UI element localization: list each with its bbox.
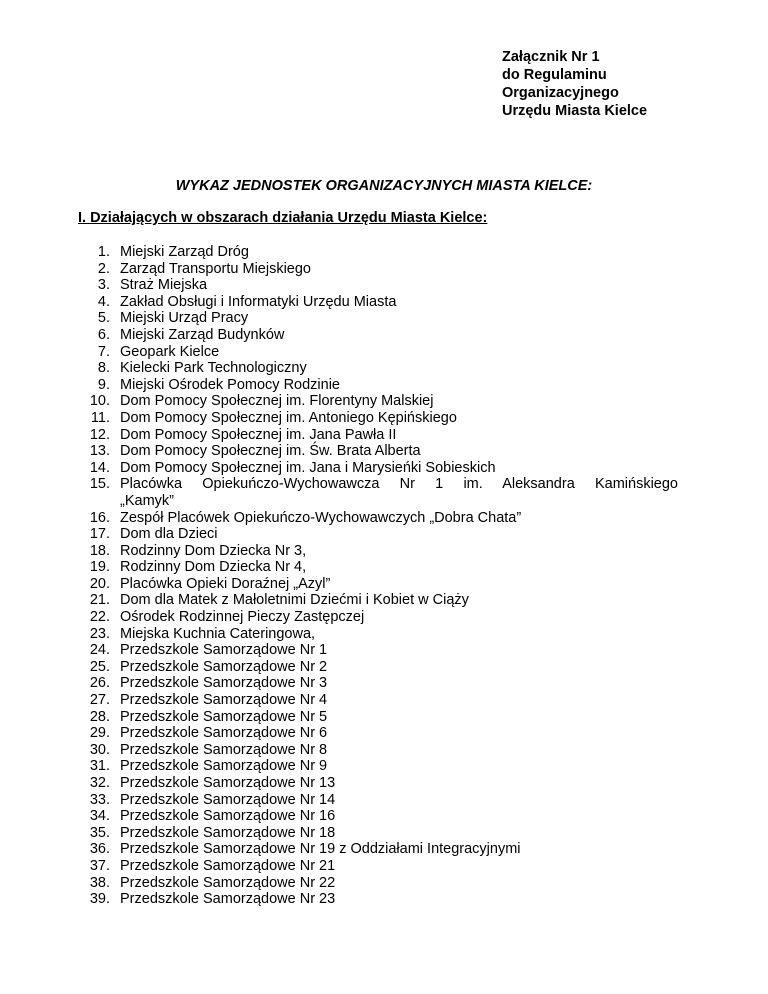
list-item-number: 27. bbox=[89, 692, 110, 709]
list-item bbox=[78, 377, 678, 394]
list-item-number: 18. bbox=[89, 542, 110, 559]
list-item-number: 33. bbox=[89, 791, 110, 808]
annex-header bbox=[502, 48, 647, 120]
list-item-text: Rodzinny Dom Dziecka Nr 3, bbox=[120, 542, 307, 559]
list-item-text: Przedszkole Samorządowe Nr 21 bbox=[120, 857, 336, 874]
list-item-number: 7. bbox=[97, 343, 110, 360]
list-item-text: Przedszkole Samorządowe Nr 3 bbox=[120, 675, 328, 692]
list-item bbox=[78, 758, 678, 775]
list-item-number: 14. bbox=[89, 459, 110, 476]
list-item-text: Miejski Ośrodek Pomocy Rodzinie bbox=[120, 376, 340, 393]
list-item-number: 16. bbox=[89, 509, 110, 526]
list-item-text: Przedszkole Samorządowe Nr 18 bbox=[120, 824, 336, 841]
list-item-continuation: „Kamyk” bbox=[120, 492, 174, 509]
list-item-text: Dom Pomocy Społecznej im. Jana i Marysieńki Sobieskich bbox=[120, 459, 496, 476]
list-item-text: Miejski Zarząd Budynków bbox=[120, 326, 285, 343]
list-item-text: Dom Pomocy Społecznej im. Św. Brata Alberta bbox=[120, 443, 421, 460]
list-item-number: 38. bbox=[89, 874, 110, 891]
list-item-text: Przedszkole Samorządowe Nr 13 bbox=[120, 775, 336, 791]
list-item-text: Miejski Urząd Pracy bbox=[120, 310, 249, 327]
list-item-number: 1. bbox=[97, 244, 110, 260]
list-item-text: Przedszkole Samorządowe Nr 19 z Oddziałami Integracyjnymi bbox=[120, 841, 521, 858]
annex-line-2: do Regulaminu bbox=[502, 67, 607, 83]
list-item bbox=[78, 709, 678, 726]
list-item-text: Miejska Kuchnia Cateringowa, bbox=[120, 625, 316, 642]
list-item-text: Dom Pomocy Społecznej im. Jana Pawła II bbox=[120, 426, 397, 443]
list-item-number: 32. bbox=[89, 775, 110, 791]
list-item-text: Przedszkole Samorządowe Nr 8 bbox=[120, 741, 328, 758]
list-item bbox=[78, 244, 678, 261]
list-item-number: 36. bbox=[89, 841, 110, 858]
list-item bbox=[78, 261, 678, 278]
list-item-number: 17. bbox=[89, 526, 110, 543]
list-item bbox=[78, 294, 678, 311]
list-item bbox=[78, 825, 678, 842]
list-item-text: Przedszkole Samorządowe Nr 2 bbox=[120, 658, 328, 675]
list-item bbox=[78, 360, 678, 377]
list-item bbox=[78, 277, 678, 294]
list-item bbox=[78, 592, 678, 609]
section-heading: I. Działających w obszarach działania Urzędu Miasta Kielce: bbox=[78, 210, 488, 226]
list-item-text: Ośrodek Rodzinnej Pieczy Zastępczej bbox=[120, 609, 365, 626]
list-item bbox=[78, 775, 678, 792]
list-item-text: Rodzinny Dom Dziecka Nr 4, bbox=[120, 559, 307, 576]
list-item-number: 25. bbox=[89, 658, 110, 675]
list-item-text: Placówka Opiekuńczo-Wychowawcza Nr 1 im. Aleksandra Kamińskiego bbox=[120, 476, 678, 493]
list-item-number: 35. bbox=[89, 824, 110, 841]
list-item-number: 31. bbox=[89, 758, 110, 775]
list-item bbox=[78, 642, 678, 659]
list-item-text: Przedszkole Samorządowe Nr 6 bbox=[120, 725, 328, 742]
list-item bbox=[78, 427, 678, 444]
list-item-text: Przedszkole Samorządowe Nr 23 bbox=[120, 891, 336, 908]
list-item-number: 20. bbox=[89, 575, 110, 592]
list-item bbox=[78, 659, 678, 676]
list-item-text: Zespół Placówek Opiekuńczo-Wychowawczych „Dobra Chata” bbox=[120, 509, 522, 526]
list-item-number: 30. bbox=[89, 741, 110, 758]
list-item-number: 9. bbox=[97, 376, 110, 393]
list-item-text: Przedszkole Samorządowe Nr 16 bbox=[120, 808, 336, 825]
list-item-text: Przedszkole Samorządowe Nr 4 bbox=[120, 692, 328, 709]
list-item-text: Przedszkole Samorządowe Nr 14 bbox=[120, 791, 336, 808]
list-item bbox=[78, 327, 678, 344]
list-item-number: 22. bbox=[89, 609, 110, 626]
list-item bbox=[78, 891, 678, 908]
annex-line-4: Urzędu Miasta Kielce bbox=[502, 103, 648, 119]
list-item bbox=[78, 476, 678, 509]
list-item-number: 12. bbox=[89, 426, 110, 443]
list-item-number: 3. bbox=[97, 277, 110, 294]
list-item-text: Miejski Zarząd Dróg bbox=[120, 244, 249, 260]
list-item bbox=[78, 510, 678, 527]
list-item-number: 21. bbox=[89, 592, 110, 609]
list-item bbox=[78, 393, 678, 410]
list-item-text: Straż Miejska bbox=[120, 277, 208, 294]
list-item bbox=[78, 742, 678, 759]
list-item-number: 5. bbox=[97, 310, 110, 327]
list-item-number: 28. bbox=[89, 708, 110, 725]
list-item bbox=[78, 792, 678, 809]
list-item-text: Przedszkole Samorządowe Nr 22 bbox=[120, 874, 336, 891]
list-item-number: 10. bbox=[89, 393, 110, 410]
list-item-text: Zarząd Transportu Miejskiego bbox=[120, 260, 311, 277]
unit-list bbox=[78, 244, 678, 908]
list-item-text: Dom Pomocy Społecznej im. Antoniego Kępińskiego bbox=[120, 409, 457, 426]
list-item-number: 23. bbox=[89, 625, 110, 642]
list-item-number: 37. bbox=[89, 857, 110, 874]
list-item bbox=[78, 858, 678, 875]
list-item-text: Przedszkole Samorządowe Nr 5 bbox=[120, 708, 328, 725]
list-item bbox=[78, 526, 678, 543]
list-item-text: Dom Pomocy Społecznej im. Florentyny Malskiej bbox=[120, 393, 434, 410]
list-item bbox=[78, 725, 678, 742]
list-item bbox=[78, 675, 678, 692]
list-item bbox=[78, 841, 678, 858]
list-item bbox=[78, 692, 678, 709]
list-item bbox=[78, 543, 678, 560]
list-item-number: 4. bbox=[97, 293, 110, 310]
list-item-text: Zakład Obsługi i Informatyki Urzędu Miasta bbox=[120, 293, 397, 310]
list-item-number: 19. bbox=[89, 559, 110, 576]
list-item bbox=[78, 559, 678, 576]
list-item-number: 26. bbox=[89, 675, 110, 692]
list-item-number: 11. bbox=[90, 409, 110, 426]
annex-line-3: Organizacyjnego bbox=[502, 85, 619, 101]
list-item-number: 8. bbox=[97, 360, 110, 377]
list-item bbox=[78, 808, 678, 825]
list-item bbox=[78, 310, 678, 327]
list-item bbox=[78, 576, 678, 593]
list-item bbox=[78, 626, 678, 643]
list-item bbox=[78, 609, 678, 626]
list-item-text: Przedszkole Samorządowe Nr 1 bbox=[120, 642, 328, 659]
list-item-number: 24. bbox=[89, 642, 110, 659]
list-item-number: 2. bbox=[97, 260, 110, 277]
list-item bbox=[78, 443, 678, 460]
annex-line-1: Załącznik Nr 1 bbox=[502, 49, 600, 65]
list-item-number: 39. bbox=[89, 891, 110, 908]
list-item bbox=[78, 410, 678, 427]
list-item-number: 6. bbox=[97, 326, 110, 343]
list-item-number: 29. bbox=[89, 725, 110, 742]
list-item bbox=[78, 460, 678, 477]
list-item-text: Geopark Kielce bbox=[120, 343, 220, 360]
list-item-number: 34. bbox=[89, 808, 110, 825]
list-item bbox=[78, 875, 678, 892]
document-title: WYKAZ JEDNOSTEK ORGANIZACYJNYCH MIASTA KIELCE: bbox=[175, 178, 593, 194]
list-item-text: Placówka Opieki Doraźnej „Azyl” bbox=[120, 575, 331, 592]
list-item-text: Dom dla Matek z Małoletnimi Dziećmi i Kobiet w Ciąży bbox=[120, 592, 469, 609]
list-item-text: Dom dla Dzieci bbox=[120, 526, 218, 543]
list-item bbox=[78, 344, 678, 361]
list-item-number: 13. bbox=[89, 443, 110, 460]
list-item-number: 15. bbox=[89, 476, 110, 493]
list-item-text: Kielecki Park Technologiczny bbox=[120, 360, 307, 377]
list-item-text: Przedszkole Samorządowe Nr 9 bbox=[120, 758, 328, 775]
